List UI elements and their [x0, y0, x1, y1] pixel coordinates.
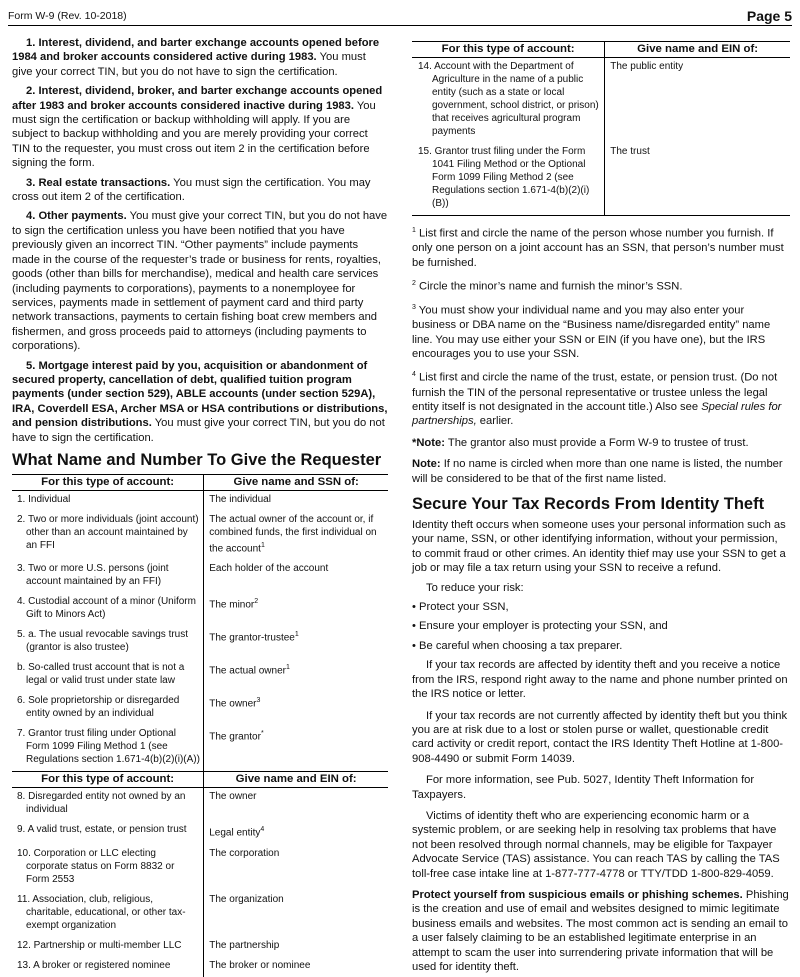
- table-row: [12, 937, 388, 957]
- identity-theft-paragraph: If your tax records are affected by identity theft and you receive a notice from the IRS, respond right away to the name and phone number printed on the IRS notice or letter.: [412, 659, 788, 701]
- note-grantor: *Note: The grantor also must provide a Form W-9 to trustee of trust.: [412, 436, 749, 449]
- col-header-account: For this type of account:: [12, 474, 204, 490]
- table-row: [12, 560, 388, 593]
- give-name: The grantor-trustee$^1$: [209, 631, 299, 644]
- account-type: 5. a. The usual revocable savings trust (grantor is also trustee): [12, 626, 204, 659]
- give-name: Legal entity$^4$: [209, 826, 265, 839]
- col-header-account: For this type of account:: [412, 42, 605, 58]
- account-type: b. So-called trust account that is not a legal or valid trust under state law: [12, 659, 204, 692]
- ssn-table: [12, 474, 388, 977]
- give-name: The grantor*: [209, 730, 264, 743]
- table-row: [12, 891, 388, 937]
- reduce-risk: To reduce your risk:: [426, 581, 524, 594]
- give-name: The organization: [209, 893, 284, 905]
- bullet-item: • Ensure your employer is protecting your SSN, and: [412, 620, 668, 633]
- col-header-give: Give name and SSN of:: [204, 474, 388, 490]
- identity-theft-paragraph: If your tax records are not currently affected by identity theft but you think you are at risk due to a lost or stolen purse or wallet, questionable credit card activity or credit report, contact the IRS Identity Theft Hotline at 1-800-908-4490 or submit Form 14039.: [412, 709, 788, 765]
- col-header-give: Give name and EIN of:: [204, 772, 388, 788]
- right-column: [412, 36, 790, 977]
- give-name: The owner$^3$: [209, 697, 261, 710]
- col-header-account: For this type of account:: [12, 772, 204, 788]
- instruction-paragraph: 1. Interest, dividend, and barter exchange accounts opened before 1984 and broker accounts considered active during 1983. You must give your correct TIN, but you do not have to sign the certification.: [12, 37, 380, 78]
- account-type: 7. Grantor trust filing under Optional Form 1099 Filing Method 1 (see Regulations section 1.671-4(b)(2)(i)(A)): [12, 725, 204, 772]
- bullet-icon: •: [412, 601, 420, 614]
- account-type: 8. Disregarded entity not owned by an individual: [12, 788, 204, 822]
- phishing-paragraph: Protect yourself from suspicious emails or phishing schemes. Phishing is the creation and use of email and websites designed to mimic legitimate business emails and websites. The most common act is sending an email to a user falsely claiming to be an established legitimate enterprise in an attempt to scam the user into surrendering private information that will be used for identity theft.: [412, 888, 789, 973]
- table-row: [12, 957, 388, 977]
- identity-theft-paragraph: For more information, see Pub. 5027, Identity Theft Information for Taxpayers.: [412, 774, 755, 801]
- give-name: The public entity: [610, 61, 684, 72]
- account-type: 2. Two or more individuals (joint account) other than an account maintained by an FFI: [12, 511, 204, 560]
- account-type: 10. Corporation or LLC electing corporate status on Form 8832 or Form 2553: [12, 845, 204, 891]
- footnote: $^4$ List first and circle the name of the trust, estate, or pension trust. (Do not furnish the TIN of the personal representative or trustee unless the legal entity itself is not designated in the account title.) Also see Special rules for partnerships, earlier.: [412, 371, 782, 428]
- give-name: The minor$^2$: [209, 598, 259, 611]
- account-type: 15. Grantor trust filing under the Form 1041 Filing Method or the Optional Form 1099 Filing Method 2 (see Regulations section 1.671-4(b)(2)(i)(B)): [412, 143, 605, 216]
- bullet-item: • Be careful when choosing a tax preparer.: [412, 639, 623, 652]
- give-name: The owner: [209, 791, 257, 803]
- table-row: [12, 511, 388, 560]
- table-row: [12, 593, 388, 626]
- account-type: 14. Account with the Department of Agriculture in the name of a public entity (such as a state or local government, school district, or prison) that receives agricultural program payments: [412, 58, 605, 144]
- secure-heading: Secure Your Tax Records From Identity Theft: [412, 495, 765, 514]
- give-name: The individual: [209, 493, 271, 505]
- account-type: 6. Sole proprietorship or disregarded entity owned by an individual: [12, 692, 204, 725]
- left-column: [12, 36, 388, 977]
- instruction-paragraph: 5. Mortgage interest paid by you, acquisition or abandonment of secured property, cancellation of debt, qualified tuition program payments (under section 529), ABLE accounts (under section 529A), IRA, Coverdell ESA, Archer MSA or HSA contributions or distributions, and pension distributions. You must give your correct TIN, but you do not have to sign the certification.: [12, 359, 388, 444]
- account-type: 1. Individual: [12, 490, 204, 511]
- give-name: The partnership: [209, 939, 280, 951]
- account-type: 12. Partnership or multi-member LLC: [12, 937, 204, 957]
- give-name: The broker or nominee: [209, 959, 311, 971]
- give-name: The actual owner$^1$: [209, 664, 290, 677]
- instruction-paragraph: 4. Other payments. You must give your correct TIN, but you do not have to sign the certification unless you have been notified that you have previously given an incorrect TIN. “Other payments” include payments made in the course of the requester’s trade or business for rents, royalties, goods (other than bills for merchandise), medical and health care services (including payments to corporations), payments to a nonemployee for services, payments made in settlement of payment card and third party network transactions, payments to certain fishing boat crew members and fishermen, and gross proceeds paid to attorneys (including payments to corporations).: [12, 210, 388, 353]
- account-type: 13. A broker or registered nominee: [12, 957, 204, 977]
- table-row: [412, 143, 790, 216]
- form-id: Form W-9 (Rev. 10-2018): [8, 9, 127, 22]
- account-type: 9. A valid trust, estate, or pension trust: [12, 821, 204, 844]
- footnote: $^1$ List first and circle the name of the person whose number you furnish. If only one person on a joint account has an SSN, that person’s number must be furnished.: [412, 227, 784, 269]
- give-name: The actual owner of the account or, if combined funds, the first individual on the account$^1$: [209, 513, 377, 555]
- table-row: [12, 490, 388, 511]
- footnote: $^3$ You must show your individual name and you may also enter your business or DBA name on the “Business name/disregarded entity” name line. You may use either your SSN or EIN (if you have one), but the IRS encourages you to use your SSN.: [412, 304, 771, 361]
- note-circle: Note: If no name is circled when more than one name is listed, the number will be considered to be that of the first name listed.: [412, 458, 783, 485]
- bullet-icon: •: [412, 620, 420, 633]
- table-row: [12, 821, 388, 844]
- table-row: [12, 725, 388, 772]
- give-name: The corporation: [209, 847, 280, 859]
- bullet-item: • Protect your SSN,: [412, 601, 509, 614]
- ein-table-continued: [412, 41, 790, 216]
- col-header-give: Give name and EIN of:: [605, 42, 790, 58]
- account-type: 3. Two or more U.S. persons (joint account maintained by an FFI): [12, 560, 204, 593]
- instruction-paragraph: 2. Interest, dividend, broker, and barter exchange accounts opened after 1983 and broker accounts considered inactive during 1983. You must sign the certification or backup withholding will apply. If you are subject to backup withholding and you are merely providing your correct TIN to the requester, you must cross out item 2 in the certification before signing the form.: [12, 85, 383, 170]
- give-name: The trust: [610, 146, 650, 157]
- give-name: Each holder of the account: [209, 563, 329, 575]
- page-header: [8, 8, 792, 26]
- table-row: [412, 58, 790, 144]
- table-row: [12, 626, 388, 659]
- account-type: 4. Custodial account of a minor (Uniform Gift to Minors Act): [12, 593, 204, 626]
- bullet-icon: •: [412, 639, 420, 652]
- footnote: $^2$ Circle the minor’s name and furnish the minor’s SSN.: [412, 279, 683, 293]
- page-number: Page 5: [746, 7, 792, 24]
- table-row: [12, 845, 388, 891]
- identity-theft-paragraph: Victims of identity theft who are experiencing economic harm or a systemic problem, or are seeking help in resolving tax problems that have not been resolved through normal channels, may be eligible for Taxpayer Advocate Service (TAS) assistance. You can reach TAS by calling the TAS toll-free case intake line at 1-877-777-4778 or TTY/TDD 1-800-829-4059.: [412, 809, 780, 880]
- table-row: [12, 692, 388, 725]
- instruction-paragraph: 3. Real estate transactions. You must sign the certification. You may cross out item 2 of the certification.: [12, 176, 371, 204]
- table-row: [12, 788, 388, 822]
- secure-intro: Identity theft occurs when someone uses your personal information such as your name, SSN, or other identifying information, without your permission, to commit fraud or other crimes. An identity thief may use your SSN to get a job or may file a tax return using your SSN to receive a refund.: [412, 519, 786, 575]
- account-type: 11. Association, club, religious, charitable, educational, or other tax-exempt organization: [12, 891, 204, 937]
- requester-heading: What Name and Number To Give the Requester: [12, 450, 382, 469]
- table-row: [12, 659, 388, 692]
